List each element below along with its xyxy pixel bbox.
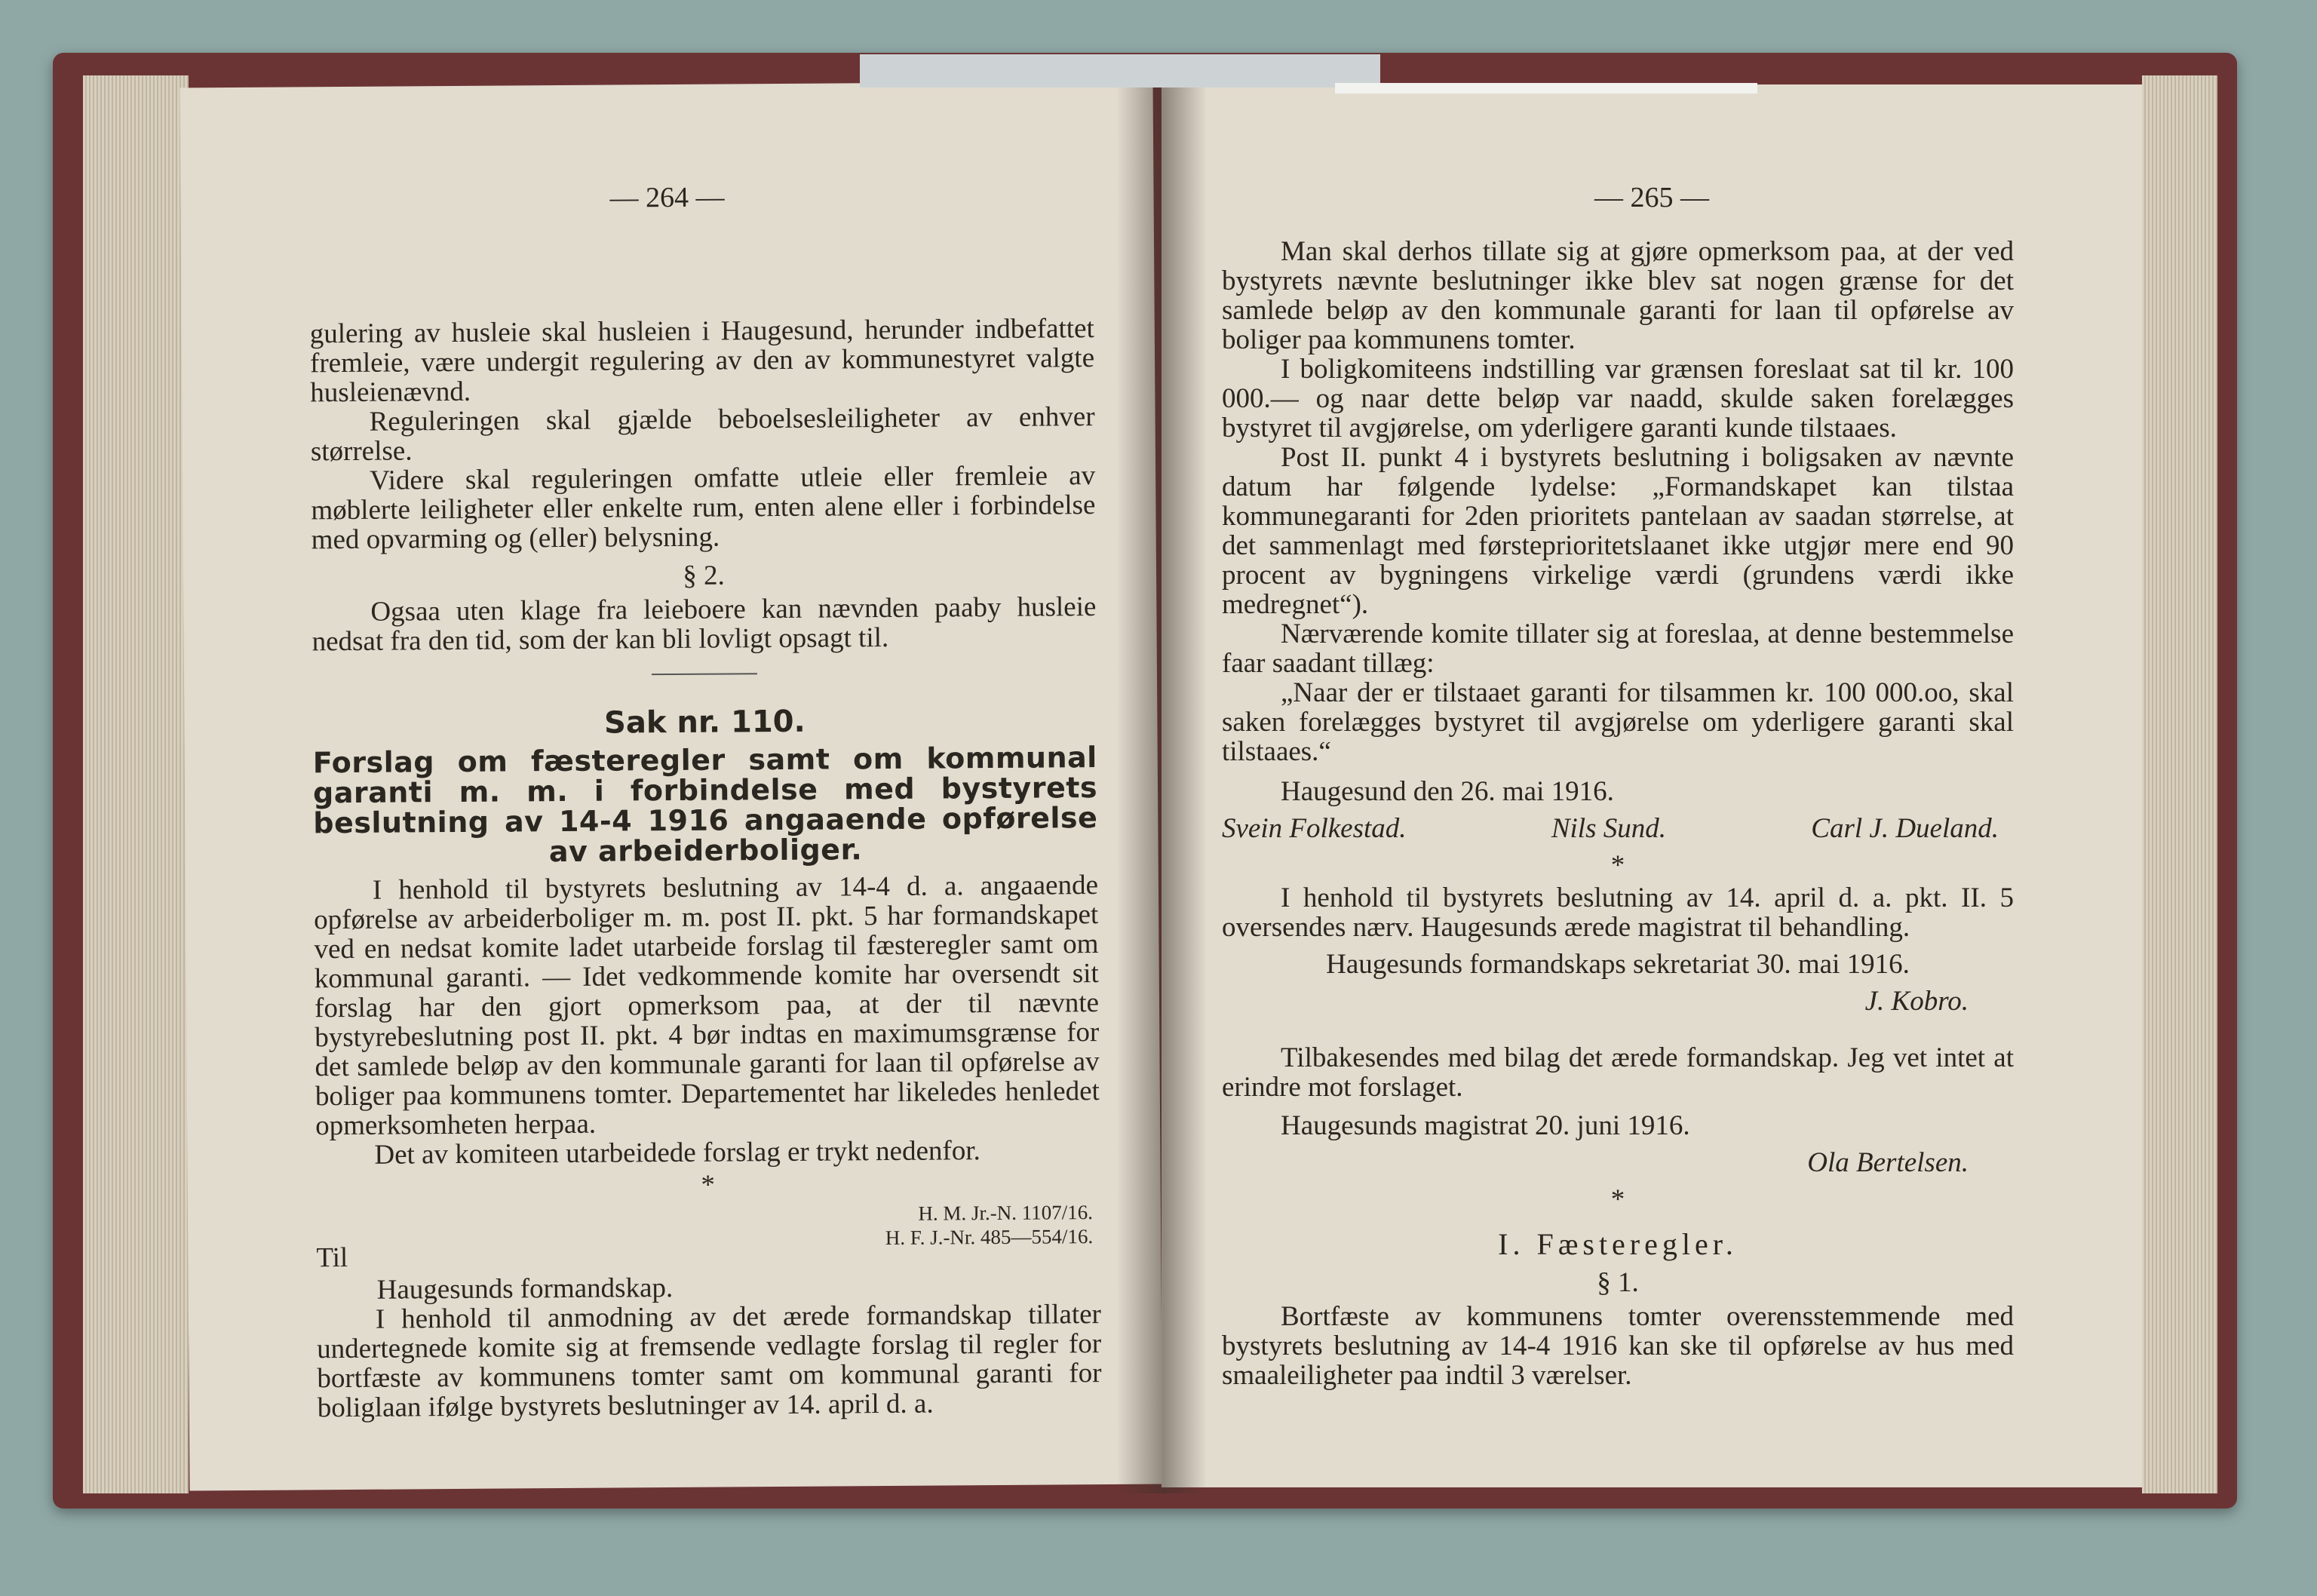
separator-star: * <box>1610 850 1625 881</box>
place-date: Haugesunds magistrat 20. juni 1916. <box>1281 1110 1690 1141</box>
paragraph: Bortfæste av kommunens tomter overensstemmende med bystyrets beslutning av 14-4 1916 kan ske til opførelse av hus med smaaleiligheter paa indtil 3 værelser. <box>1222 1301 2014 1391</box>
reference-number: H. M. Jr.-N. 1107/16. <box>918 1201 1094 1225</box>
paragraph: I henhold til bystyrets beslutning av 14-4 d. a. angaaende opførelse av arbeiderboliger m. m. post II. pkt. 5 har formandskapet ved en nedsat komite ladet utarbeide forslag til fæsteregler samt om kommunal garanti. — Idet vedkommende komite har oversendt sit forslag har den gjort opmerksom paa, at der til nævnte bystyrebeslutning post II. pkt. 4 bør indtas en maximumsgrænse for det samlede beløp av den kommunale garanti for laan til opførelse av boliger paa kommunens tomter. Departementet har likeledes henledet opmerksomheten herpaa. <box>314 870 1100 1142</box>
signature: J. Kobro. <box>1864 986 1969 1017</box>
paragraph: Tilbakesendes med bilag det ærede formandskap. Jeg vet intet at erindre mot forslaget. <box>1222 1042 2014 1103</box>
section-number: § 1. <box>1597 1267 1639 1298</box>
paragraph: I henhold til anmodning av det ærede formandskap tillater undertegnede komite sig at fremsende vedlagte forslag til regler for bortfæste av kommunens tomter samt om kommunal garanti for boliglaan ifølge bystyrets beslutninger av 14. april d. a. <box>317 1299 1102 1424</box>
left-page-text <box>310 314 1102 1423</box>
page-number: — 264 — <box>609 181 725 214</box>
place-date: Haugesunds formandskaps sekretariat 30. mai 1916. <box>1326 949 1910 980</box>
reference-number: H. F. J.-Nr. 485—554/16. <box>885 1225 1094 1250</box>
paragraph: gulering av husleie skal husleien i Haugesund, herunder indbefattet fremleie, være undergit regulering av den av kommunestyret valgte husleienævnd. <box>309 313 1095 409</box>
right-page-text <box>1222 237 2014 1390</box>
divider <box>652 673 757 675</box>
case-heading: Sak nr. 110. <box>603 704 806 741</box>
book-gutter <box>1116 75 1207 1493</box>
addressee: Haugesunds formandskap. <box>376 1272 674 1306</box>
right-page <box>1162 84 2142 1487</box>
case-title: Forslag om fæsteregler samt om kommunal garanti m. m. i forbindelse med bystyrets beslutning av 14-4 1916 angaaende opførelse av arbeiderboliger. <box>312 741 1098 869</box>
paragraph: I boligkomiteens indstilling var grænsen foreslaat sat til kr. 100 000.— og naar dette beløp var naadd, skulde saken forelægges bystyret til avgjørelse, om yderligere garanti kunde tilstaaes. <box>1222 354 2014 444</box>
signature: Nils Sund. <box>1551 813 1666 844</box>
paragraph: Man skal derhos tillate sig at gjøre opmerksom paa, at der ved bystyrets nævnte beslutninger ikke blev sat nogen grænse for det samlede beløp av den kommunale garanti for laan til opførelse av boliger paa kommunens tomter. <box>1222 236 2014 355</box>
binding-tape <box>860 54 1380 87</box>
section-heading: I. Fæsteregler. <box>1498 1227 1738 1261</box>
place-date: Haugesund den 26. mai 1916. <box>1281 776 1614 807</box>
signature: Svein Folkestad. <box>1222 813 1407 844</box>
signature: Ola Bertelsen. <box>1807 1147 1969 1178</box>
salutation: Til <box>316 1242 348 1274</box>
page-number: — 265 — <box>1594 182 1709 213</box>
page-edges-left <box>83 75 189 1493</box>
page-edges-right <box>2142 75 2217 1493</box>
quoted-paragraph: „Naar der er tilstaaet garanti for tilsammen kr. 100 000.oo, skal saken forelægges bystyret til avgjørelse om yderligere garanti skal tilstaaes.“ <box>1222 677 2014 767</box>
signature: Carl J. Dueland. <box>1811 813 1999 844</box>
left-page <box>180 81 1163 1491</box>
separator-star: * <box>701 1169 716 1201</box>
paragraph: Videre skal reguleringen omfatte utleie eller fremleie av møblerte leiligheter eller enkelte rum, enten alene eller i forbindelse med opvarming og (eller) belysning. <box>311 460 1096 556</box>
paragraph: Det av komiteen utarbeidede forslag er trykt nedenfor. <box>374 1135 981 1171</box>
separator-star: * <box>1610 1184 1625 1215</box>
paper-strip <box>1335 83 1757 94</box>
paragraph: Nærværende komite tillater sig at foreslaa, at denne bestemmelse faar saadant tillæg: <box>1222 618 2014 679</box>
paragraph: I henhold til bystyrets beslutning av 14. april d. a. pkt. II. 5 oversendes nærv. Haugesunds ærede magistrat til behandling. <box>1222 882 2014 943</box>
paragraph: Reguleringen skal gjælde beboelsesleiligheter av enhver størrelse. <box>310 401 1095 468</box>
paragraph: Ogsaa uten klage fra leieboere kan nævnden paaby husleie nedsat fra den tid, som der kan bli lovligt opsagt til. <box>311 591 1097 658</box>
section-heading: § 2. <box>683 560 725 591</box>
signatures <box>1222 814 2014 843</box>
paragraph: Post II. punkt 4 i bystyrets beslutning i boligsaken av nævnte datum har følgende lydelse: „Formandskapet kan tilstaa kommunegaranti for 2den prioritets pantelaan av saadan størrelse, at det sammenlagt med førsteprioritetslaanet ikke utgjør mere end 90 procent av bygningens virkelige værdi (grundens værdi ikke medregnet“). <box>1222 442 2014 620</box>
